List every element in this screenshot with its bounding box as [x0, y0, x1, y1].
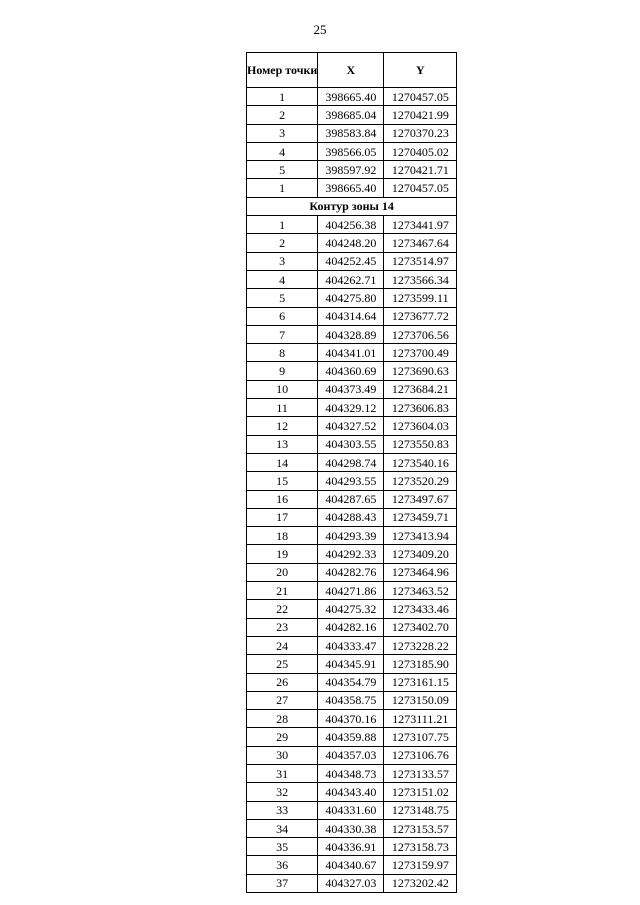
cell-point-number: 4 [247, 270, 318, 288]
cell-point-number: 23 [247, 618, 318, 636]
cell-y: 1273690.63 [384, 362, 457, 380]
cell-y: 1273550.83 [384, 435, 457, 453]
cell-point-number: 29 [247, 728, 318, 746]
section-title: Контур зоны 14 [247, 197, 457, 215]
cell-point-number: 33 [247, 801, 318, 819]
cell-x: 404262.71 [318, 270, 384, 288]
cell-y: 1273106.76 [384, 746, 457, 764]
cell-point-number: 11 [247, 399, 318, 417]
cell-y: 1273433.46 [384, 600, 457, 618]
cell-point-number: 6 [247, 307, 318, 325]
cell-y: 1273497.67 [384, 490, 457, 508]
cell-point-number: 15 [247, 472, 318, 490]
table-row [247, 728, 457, 746]
cell-y: 1273706.56 [384, 325, 457, 343]
cell-y: 1273185.90 [384, 655, 457, 673]
cell-y: 1270421.99 [384, 106, 457, 124]
cell-point-number: 26 [247, 673, 318, 691]
cell-point-number: 2 [247, 106, 318, 124]
cell-y: 1270405.02 [384, 142, 457, 160]
cell-point-number: 30 [247, 746, 318, 764]
cell-y: 1273464.96 [384, 563, 457, 581]
table-row [247, 234, 457, 252]
cell-point-number: 4 [247, 142, 318, 160]
cell-y: 1273402.70 [384, 618, 457, 636]
table-row [247, 691, 457, 709]
table-row [247, 325, 457, 343]
cell-x: 404252.45 [318, 252, 384, 270]
table-row [247, 563, 457, 581]
cell-y: 1270457.05 [384, 179, 457, 197]
cell-x: 404271.86 [318, 582, 384, 600]
cell-point-number: 16 [247, 490, 318, 508]
cell-point-number: 28 [247, 710, 318, 728]
cell-y: 1273467.64 [384, 234, 457, 252]
cell-y: 1273566.34 [384, 270, 457, 288]
cell-y: 1273540.16 [384, 453, 457, 471]
table-row [247, 783, 457, 801]
table-row [247, 344, 457, 362]
cell-point-number: 35 [247, 838, 318, 856]
cell-x: 404370.16 [318, 710, 384, 728]
cell-x: 404282.76 [318, 563, 384, 581]
header-y: Y [384, 53, 457, 88]
cell-point-number: 37 [247, 874, 318, 892]
cell-y: 1273599.11 [384, 289, 457, 307]
cell-y: 1273159.97 [384, 856, 457, 874]
cell-point-number: 8 [247, 344, 318, 362]
table-row [247, 307, 457, 325]
table-row [247, 142, 457, 160]
table-row [247, 435, 457, 453]
cell-y: 1270457.05 [384, 88, 457, 106]
coordinates-table [246, 52, 457, 893]
header-row [247, 53, 457, 88]
cell-point-number: 3 [247, 124, 318, 142]
table-row [247, 252, 457, 270]
table-row [247, 399, 457, 417]
cell-y: 1273684.21 [384, 380, 457, 398]
cell-point-number: 20 [247, 563, 318, 581]
cell-point-number: 13 [247, 435, 318, 453]
cell-x: 404358.75 [318, 691, 384, 709]
cell-x: 404314.64 [318, 307, 384, 325]
table-row [247, 527, 457, 545]
cell-point-number: 34 [247, 819, 318, 837]
cell-x: 404359.88 [318, 728, 384, 746]
cell-x: 404345.91 [318, 655, 384, 673]
cell-y: 1273153.57 [384, 819, 457, 837]
cell-y: 1273413.94 [384, 527, 457, 545]
table-row [247, 801, 457, 819]
cell-point-number: 24 [247, 636, 318, 654]
cell-y: 1273107.75 [384, 728, 457, 746]
cell-x: 404293.55 [318, 472, 384, 490]
table-row [247, 270, 457, 288]
cell-y: 1270421.71 [384, 161, 457, 179]
cell-x: 404282.16 [318, 618, 384, 636]
table-row [247, 453, 457, 471]
table-row [247, 856, 457, 874]
cell-x: 398665.40 [318, 179, 384, 197]
cell-y: 1273202.42 [384, 874, 457, 892]
cell-point-number: 5 [247, 161, 318, 179]
table-row [247, 490, 457, 508]
cell-x: 404275.80 [318, 289, 384, 307]
cell-point-number: 18 [247, 527, 318, 545]
cell-point-number: 1 [247, 179, 318, 197]
cell-y: 1273514.97 [384, 252, 457, 270]
cell-y: 1273111.21 [384, 710, 457, 728]
page-number: 25 [313, 22, 327, 37]
table-row [247, 838, 457, 856]
cell-point-number: 5 [247, 289, 318, 307]
cell-x: 404354.79 [318, 673, 384, 691]
cell-y: 1273520.29 [384, 472, 457, 490]
cell-x: 404287.65 [318, 490, 384, 508]
cell-x: 404292.33 [318, 545, 384, 563]
table-header [247, 53, 457, 88]
cell-y: 1273700.49 [384, 344, 457, 362]
cell-y: 1273133.57 [384, 764, 457, 782]
cell-x: 404327.52 [318, 417, 384, 435]
table-row [247, 655, 457, 673]
cell-point-number: 25 [247, 655, 318, 673]
cell-x: 404288.43 [318, 508, 384, 526]
cell-x: 398665.40 [318, 88, 384, 106]
cell-x: 404357.03 [318, 746, 384, 764]
cell-x: 404329.12 [318, 399, 384, 417]
cell-x: 398685.04 [318, 106, 384, 124]
cell-x: 404336.91 [318, 838, 384, 856]
cell-x: 404331.60 [318, 801, 384, 819]
cell-y: 1273158.73 [384, 838, 457, 856]
cell-point-number: 7 [247, 325, 318, 343]
table-row [247, 362, 457, 380]
table-row [247, 289, 457, 307]
cell-y: 1273409.20 [384, 545, 457, 563]
cell-x: 404256.38 [318, 216, 384, 234]
cell-x: 404298.74 [318, 453, 384, 471]
table-row [247, 636, 457, 654]
cell-point-number: 19 [247, 545, 318, 563]
cell-y: 1273606.83 [384, 399, 457, 417]
cell-x: 404333.47 [318, 636, 384, 654]
cell-x: 404293.39 [318, 527, 384, 545]
cell-x: 404340.67 [318, 856, 384, 874]
table-row [247, 545, 457, 563]
table-row [247, 600, 457, 618]
cell-point-number: 31 [247, 764, 318, 782]
table-row [247, 216, 457, 234]
cell-x: 404248.20 [318, 234, 384, 252]
table-body [247, 88, 457, 893]
cell-x: 404341.01 [318, 344, 384, 362]
cell-point-number: 10 [247, 380, 318, 398]
cell-y: 1273161.15 [384, 673, 457, 691]
cell-point-number: 1 [247, 88, 318, 106]
cell-point-number: 1 [247, 216, 318, 234]
cell-y: 1273150.09 [384, 691, 457, 709]
table-row [247, 472, 457, 490]
cell-y: 1273459.71 [384, 508, 457, 526]
cell-x: 398583.84 [318, 124, 384, 142]
cell-x: 404275.32 [318, 600, 384, 618]
cell-x: 404343.40 [318, 783, 384, 801]
table-row [247, 124, 457, 142]
cell-point-number: 17 [247, 508, 318, 526]
cell-x: 404330.38 [318, 819, 384, 837]
cell-y: 1273677.72 [384, 307, 457, 325]
table-row [247, 582, 457, 600]
cell-point-number: 32 [247, 783, 318, 801]
table-row [247, 710, 457, 728]
table-row [247, 380, 457, 398]
table-row [247, 673, 457, 691]
cell-point-number: 27 [247, 691, 318, 709]
cell-x: 404328.89 [318, 325, 384, 343]
cell-y: 1273151.02 [384, 783, 457, 801]
table-row [247, 88, 457, 106]
cell-y: 1273463.52 [384, 582, 457, 600]
cell-y: 1273148.75 [384, 801, 457, 819]
table-row [247, 618, 457, 636]
cell-point-number: 14 [247, 453, 318, 471]
cell-point-number: 9 [247, 362, 318, 380]
table-row [247, 746, 457, 764]
cell-point-number: 36 [247, 856, 318, 874]
cell-point-number: 12 [247, 417, 318, 435]
cell-point-number: 21 [247, 582, 318, 600]
table-row [247, 106, 457, 124]
cell-point-number: 3 [247, 252, 318, 270]
cell-x: 404360.69 [318, 362, 384, 380]
cell-y: 1273228.22 [384, 636, 457, 654]
cell-point-number: 2 [247, 234, 318, 252]
table-row [247, 179, 457, 197]
cell-x: 404373.49 [318, 380, 384, 398]
header-x: X [318, 53, 384, 88]
cell-x: 398597.92 [318, 161, 384, 179]
table-row [247, 508, 457, 526]
cell-x: 404303.55 [318, 435, 384, 453]
table-row [247, 764, 457, 782]
table-row [247, 874, 457, 892]
cell-y: 1270370.23 [384, 124, 457, 142]
cell-point-number: 22 [247, 600, 318, 618]
cell-x: 398566.05 [318, 142, 384, 160]
cell-x: 404327.03 [318, 874, 384, 892]
section-title-row [247, 197, 457, 215]
cell-y: 1273604.03 [384, 417, 457, 435]
cell-y: 1273441.97 [384, 216, 457, 234]
table-row [247, 819, 457, 837]
table-row [247, 417, 457, 435]
header-point-number: Номер точки [247, 53, 318, 88]
cell-x: 404348.73 [318, 764, 384, 782]
table-row [247, 161, 457, 179]
